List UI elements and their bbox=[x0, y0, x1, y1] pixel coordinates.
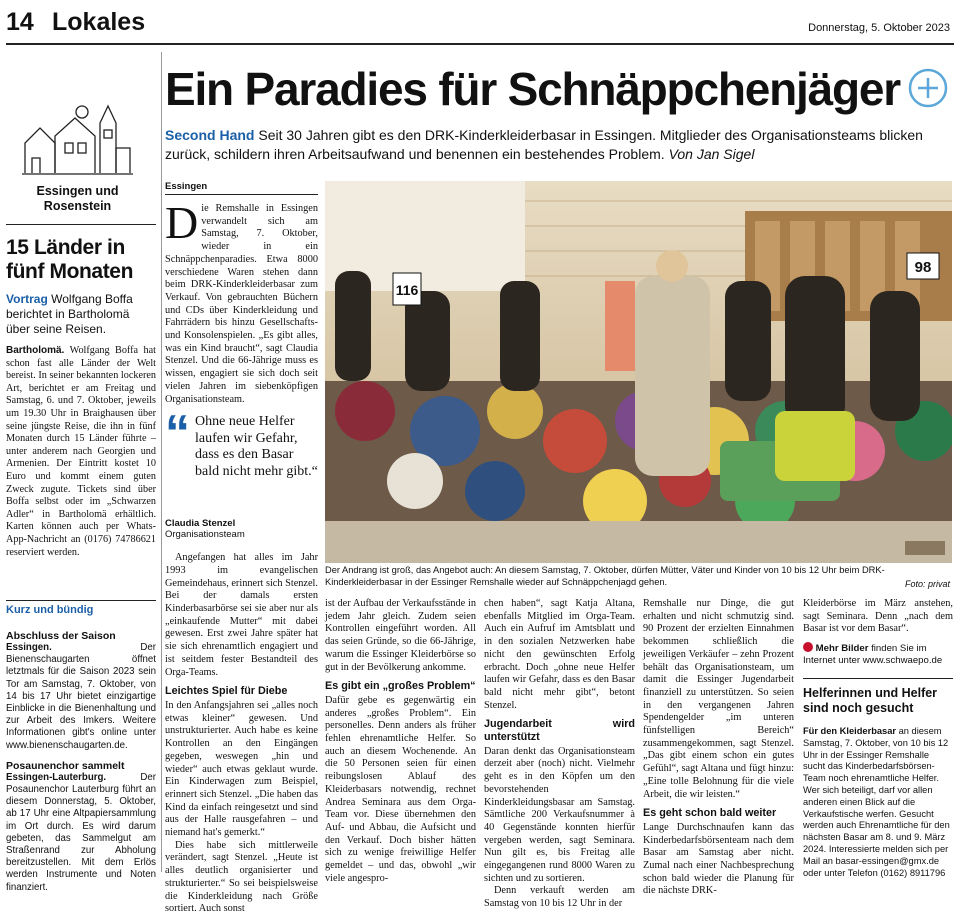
main-teaser bbox=[165, 126, 950, 164]
kurz-item-body bbox=[6, 772, 156, 894]
drop-cap: D bbox=[165, 197, 199, 248]
sidebar-dateline: Bartholomä. bbox=[6, 345, 65, 356]
more-pictures-label: Mehr Bilder bbox=[815, 643, 869, 655]
article-column-2 bbox=[325, 598, 476, 885]
kurz-item-text: Der Bienenschaugarten öffnet letztmals für die Saison 2023 sein Tor am Samstag, 7. Oktober, von 14 bis 17 Uhr bietet einzigartige Einblicke in die Bienenhaltung und zur Arbeit des Imkers. Weitere Informationen gibt's online unter www.bienenschaugarten.de. bbox=[6, 642, 156, 751]
article-paragraph: ist der Aufbau der Verkaufsstände in jedem Jahr gleich. Zudem seien Kontrollen eingeführt worden. All das seien Gründe, so die 66-Jährige, warum die Essinger Kleiderbörse so gut in der Bevölkerung ankomme. bbox=[325, 598, 476, 673]
pull-quote-name: Claudia Stenzel bbox=[165, 518, 236, 530]
article-subhead: Es gibt ein „großes Problem“ bbox=[325, 680, 476, 693]
article-intro-text: ie Remshalle in Essingen verwandelt sich am Samstag, 7. Oktober, wieder in ein Schnäppchenparadies. Etwa 8000 verschiedene Waren stehen dann beim DRK-Kinderkleiderbasar zum Verkauf. Von gebrauchten Büchern und CDs über Kinderkleidung und Fahrrädern bis hinzu Gesellschafts- und Konsolenspielen. „Es gibt alles, was ein Kind braucht“, sagt Claudia Stenzel. Und die 66-Jährige muss es wissen, engagiert sie sich doch seit vielen Jahren im siebenköpfigen Organisationsteam. bbox=[165, 203, 318, 405]
article-paragraph: chen haben“, sagt Katja Altana, ebenfalls Mitglied im Orga-Team. Auch ein Aufruf im Amtsblatt und in den sozialen Netzwerken habe nicht den gewünschten Erfolg erbracht. Doch „ohne neue Helfer laufen wir Gefahr, dass es den Basar bald nicht mehr gibt“, betont Stenzel. bbox=[484, 598, 635, 711]
more-pictures[interactable] bbox=[803, 642, 953, 667]
photo-caption bbox=[325, 565, 952, 589]
expand-button[interactable] bbox=[908, 68, 948, 108]
photo-credit: Foto: privat bbox=[904, 579, 950, 589]
main-kicker: Second Hand bbox=[165, 127, 255, 143]
kurz-rule bbox=[6, 600, 156, 601]
article-paragraph: Kleiderbörse im März anstehen, sagt Seminara. Denn „nach dem Basar ist vor dem Basar“. bbox=[803, 598, 953, 635]
sidebar-story bbox=[6, 236, 156, 559]
town-logo bbox=[20, 98, 135, 213]
kurz-item-body bbox=[6, 642, 156, 752]
basar-hall-photo bbox=[325, 181, 952, 563]
page-date: Donnerstag, 5. Oktober 2023 bbox=[808, 22, 950, 34]
article-paragraph: Daran denkt das Organisationsteam derzeit aber (noch) nicht. Vielmehr geht es in den Köpfen um den bevorstehenden Kinderkleidungsbasar am Samstag. Sämtliche 200 Verkaufsnummer à 40 Gegenstände konnten hierfür vergeben werden, sagt Seminara. Nun gilt es, bis Freitag alle eingegangenen rund 8000 Waren zu sichten und zu sortieren. bbox=[484, 745, 635, 884]
kurz-item-headline: Posaunenchor sammelt bbox=[6, 759, 125, 772]
helper-body-bold: Für den Kleiderbasar bbox=[803, 726, 896, 736]
article-paragraph: Dies habe sich mittlerweile verändert, sagt Stenzel. „Heute ist alles deutlich organisierter und strukturierter.“ So sei beispielsweise die Kinderkleidung nach Größe sortiert. Auch sonst bbox=[165, 839, 318, 915]
article-column-5 bbox=[803, 598, 953, 667]
location-tag: Essingen bbox=[165, 181, 318, 195]
sidebar-body bbox=[6, 345, 156, 559]
main-headline: Ein Paradies für Schnäppchenjäger bbox=[165, 63, 900, 115]
kurz-item-2 bbox=[6, 760, 156, 894]
sidebar-divider bbox=[161, 52, 162, 872]
article-intro bbox=[165, 197, 318, 406]
pull-quote-text: Ohne neue Helfer laufen wir Gefahr, dass es den Basar bald nicht mehr gibt.“ bbox=[195, 414, 318, 479]
plus-circle-icon bbox=[908, 68, 948, 108]
sidebar-kicker: Vortrag bbox=[6, 292, 48, 306]
main-byline: Von Jan Sigel bbox=[668, 146, 755, 162]
main-teaser-text: Seit 30 Jahren gibt es den DRK-Kinderkleiderbasar in Essingen. Mitglieder des Organisationsteams blicken zurück, schildern ihren Arbeitsaufwand und benennen ein bestehendes Problem. bbox=[165, 127, 923, 162]
helper-box-rule bbox=[803, 678, 953, 679]
photo-caption-text: Der Andrang ist groß, das Angebot auch: An diesem Samstag, 7. Oktober, dürfen Mütter, Väter und Kinder von 10 bis 12 Uhr beim DRK-Kinderkleiderbasar in der Essinger Remshalle wieder auf Schnäppchenjagd gehen. bbox=[325, 565, 885, 587]
article-photo bbox=[325, 181, 952, 563]
helper-box bbox=[803, 686, 953, 879]
article-paragraph: Denn verkauft werden am Samstag von 10 bis 12 Uhr in der bbox=[484, 885, 635, 910]
article-column-1 bbox=[165, 181, 318, 916]
more-pictures-text: finden Sie im Internet unter www.schwaepo.de bbox=[803, 643, 943, 667]
helper-headline: Helferinnen und Helfer sind noch gesucht bbox=[803, 686, 938, 715]
quote-mark-icon: “ bbox=[165, 405, 190, 462]
kurz-title: Kurz und bündig bbox=[6, 604, 94, 616]
article-paragraph: Dafür gebe es gegenwärtig ein anderes „großes Problem“. Ein personelles. Denn anders als früher fehlen ehrenamtliche Helfer. So auch an diesem Wochenende. An die 50 Personen seien für einen reibungslosen Ablauf des Kleiderbasars notwendig, rechnet Andrea Seminara aus dem Orga-Team vor. Diese übernehmen den Auf- und Abbau, die Aufsicht und den Verkauf. Doch bisher hätten sich zu wenige freiwillige Helfer gemeldet – und das, obwohl „wir viele angespro- bbox=[325, 694, 476, 884]
town-logo-name: Essingen und Rosenstein bbox=[36, 184, 119, 213]
article-paragraph: Remshalle nur Dinge, die gut erhalten und nicht schmutzig sind. 90 Prozent der erzielten Einnahmen bekommen schließlich die jeweiligen Verkäufer – zehn Prozent behält das Organisationsteam, um damit die Essinger Jugendarbeit finanziell zu unterstützen. So seien in den vergangenen Jahren Spendengelder „im unteren fünfstelligen Bereich“ zusammengekommen, sagt Stenzel. „Das gibt einem schon ein gutes Gefühl“, sagt Altana und fügt hinzu: „Eine tolle Belohnung für die viele Arbeit, die wir leisten.“ bbox=[643, 598, 794, 800]
kurz-item-text: Der Posaunenchor Lauterburg führt an diesem Donnerstag, 5. Oktober, ab 17 Uhr eine Altpapiersammlung im Ort durch. Es wird darum gebeten, das Sammelgut am Straßenrand zur Abholung bereitzustellen. Mit dem Erlös werden Instrumente und Noten finanziert. bbox=[6, 771, 156, 893]
article-subhead: Jugendarbeit wird unterstützt bbox=[484, 718, 635, 744]
town-skyline-icon bbox=[20, 98, 135, 178]
article-paragraph: Angefangen hat alles im Jahr 1993 im evangelischen Gemeindehaus, erinnert sich Stenzel. Bei der damals ersten Kinderbasarbörse sei sie aber nur als „einkaufende Mutter“ mit dabei gewesen. Erst zwei Jahre später hat sie sich ehrenamtlich engagiert und ist seitdem fester Bestandteil des Orga-Teams. bbox=[165, 552, 318, 678]
article-paragraph: In den Anfangsjahren sei „alles noch etwas kleiner“ gewesen. Und unstrukturierter. Auch habe es keine Kontrollen an den Eingängen gegeben, weswegen „hin und wieder“ auch etwas geklaut wurde. Ein Kinderwagen zum Beispiel, erinnert sich Stenzel. „Die haben das Kind da einfach reingesetzt und sind aus der Halle rausgefahren – und niemand hat's gemerkt.“ bbox=[165, 699, 318, 839]
pull-quote-role: Organisationsteam bbox=[165, 529, 245, 541]
camera-icon bbox=[803, 642, 813, 652]
header-rule bbox=[6, 43, 954, 45]
article-paragraph: Lange Durchschnaufen kann das Kinderbedarfsbörsenteam nach dem Basar am Samstag aber nicht. Zumal nach einer Nachbesprechung schon bald wieder die Planung für die nächste DRK- bbox=[643, 821, 794, 897]
article-column-4 bbox=[643, 598, 794, 898]
article-subhead: Es geht schon bald weiter bbox=[643, 807, 777, 820]
section-title: Lokales bbox=[52, 8, 146, 36]
helper-body-text: an diesem Samstag, 7. Oktober, von 10 bis 12 Uhr in der Essinger Remshalle sucht das Kinderbedarfsbörsen-Team noch ehrenamtliche Helfer. Wer sich beteiligt, darf vor allen anderen einen Blick auf die Verkaufstische werfen. Gesucht werden auch Ehrenamtliche für den nächsten Basar am 8. und 9. März 2024. Interessierte melden sich per Mail an basar-essingen@gmx.de oder unter Telefon (0162) 8911796 bbox=[803, 726, 950, 878]
kurz-item-dateline: Essingen. bbox=[6, 642, 52, 653]
article-subhead: Leichtes Spiel für Diebe bbox=[165, 685, 288, 698]
photo-sign-116: 116 bbox=[395, 282, 419, 298]
sidebar-headline: 15 Länder in fünf Monaten bbox=[6, 236, 134, 283]
kurz-item-headline: Abschluss der Saison bbox=[6, 630, 116, 642]
pull-quote bbox=[165, 405, 318, 516]
sidebar-teaser-text: Wolfgang Boffa berichtet in Bartholomä über seine Reisen. bbox=[6, 292, 133, 336]
helper-body bbox=[803, 726, 953, 879]
sidebar-logo-rule bbox=[6, 224, 156, 225]
sidebar-teaser bbox=[6, 292, 156, 337]
article-column-3 bbox=[484, 598, 635, 911]
kurz-item-dateline: Essingen-Lauterburg. bbox=[6, 771, 107, 783]
kurz-box bbox=[6, 604, 156, 894]
photo-sign-98: 98 bbox=[914, 259, 932, 276]
kurz-item-1 bbox=[6, 630, 156, 752]
page-header bbox=[6, 8, 954, 42]
page-number: 14 bbox=[6, 8, 34, 36]
sidebar-body-text: Wolfgang Boffa hat schon fast alle Länder der Welt bereist. In seiner bekannten lockeren Art, berichtet er am Freitag und Samstag, 6. und 7. Oktober, jeweils um 19.30 Uhr in Braighausen über seine jüngste Reise, die ihn in fünf Monaten durch 15 Länder führte – unter anderem nach Georgien und Armenien. Der Eintritt kostet 10 Euro und kommt einem guten Zweck zugute. Tickets sind über Boffa selbst oder im „Schwarzen Adler“ in Bartholomä erhältlich. Karten können auch per Whats-App-Nachricht an (0176) 74786621 reserviert werden. bbox=[6, 345, 156, 558]
